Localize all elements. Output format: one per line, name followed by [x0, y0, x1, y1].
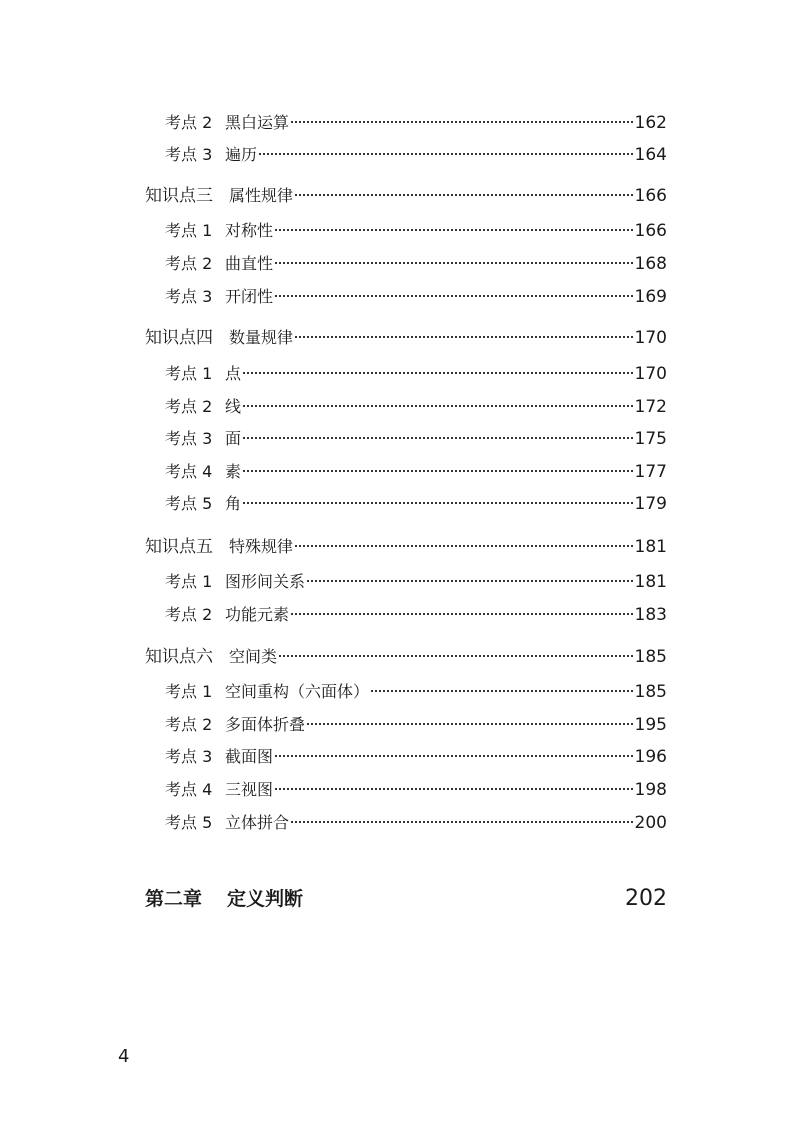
dot-leader [243, 502, 633, 504]
toc-entry-prefix: 考点 5 [165, 494, 213, 513]
toc-entry-title: 素 [225, 462, 242, 481]
toc-entry-prefix: 考点 1 [165, 572, 213, 591]
dot-leader [275, 262, 633, 264]
toc-entry-page: 183 [634, 605, 667, 625]
toc-entry-page: 169 [634, 287, 667, 307]
toc-entry-page: 172 [634, 397, 667, 417]
toc-entry-prefix: 考点 5 [165, 813, 213, 832]
toc-entry-page: 179 [634, 494, 667, 514]
toc-section-entry[interactable] [145, 325, 667, 351]
dot-leader [275, 788, 633, 790]
toc-entry[interactable] [145, 251, 667, 277]
toc-section-entry[interactable] [145, 534, 667, 560]
toc-entry-page: 181 [634, 537, 667, 557]
toc-entry-title: 遍历 [225, 145, 258, 164]
toc-entry-prefix: 知识点五 [145, 537, 213, 557]
toc-entry-page: 170 [634, 364, 667, 384]
toc-entry-page: 175 [634, 429, 667, 449]
dot-leader [295, 194, 633, 196]
toc-entry-title: 三视图 [225, 780, 274, 799]
toc-entry[interactable] [145, 491, 667, 517]
toc-entry-prefix: 考点 3 [165, 429, 213, 448]
toc-entry-title: 开闭性 [225, 287, 274, 306]
toc-entry-title: 属性规律 [229, 186, 294, 205]
toc-entry-prefix: 考点 2 [165, 715, 213, 734]
dot-leader [307, 723, 633, 725]
toc-entry-page: 164 [634, 145, 667, 165]
toc-entry-page: 181 [634, 572, 667, 592]
toc-entry-title: 功能元素 [225, 605, 290, 624]
dot-leader [275, 755, 633, 757]
toc-entry-page: 177 [634, 462, 667, 482]
chapter-prefix: 第二章 [145, 888, 203, 910]
toc-entry[interactable] [145, 569, 667, 595]
toc-entry[interactable] [145, 679, 667, 705]
toc-entry[interactable] [145, 284, 667, 310]
toc-entry-title: 空间类 [229, 647, 278, 666]
dot-leader [275, 229, 633, 231]
dot-leader [291, 613, 633, 615]
toc-entry-title: 点 [225, 364, 242, 383]
toc-entry-prefix: 考点 1 [165, 221, 213, 240]
toc-entry-title: 图形间关系 [225, 572, 306, 591]
toc-entry-page: 166 [634, 221, 667, 241]
dot-leader [295, 545, 633, 547]
toc-entry-page: 200 [634, 813, 667, 833]
toc-entry-page: 195 [634, 715, 667, 735]
toc-entry-title: 曲直性 [225, 254, 274, 273]
toc-entry-prefix: 考点 4 [165, 780, 213, 799]
toc-entry-prefix: 考点 1 [165, 364, 213, 383]
chapter-heading[interactable] [145, 884, 667, 918]
toc-entry-prefix: 考点 3 [165, 145, 213, 164]
dot-leader [291, 821, 633, 823]
toc-section-entry[interactable] [145, 644, 667, 670]
toc-entry-prefix: 知识点四 [145, 328, 213, 348]
toc-entry-prefix: 知识点三 [145, 186, 213, 206]
toc-entry[interactable] [145, 218, 667, 244]
toc-entry-page: 196 [634, 747, 667, 767]
dot-leader [259, 153, 633, 155]
toc-entry[interactable] [145, 110, 667, 136]
toc-entry-prefix: 考点 3 [165, 747, 213, 766]
toc-entry-prefix: 考点 4 [165, 462, 213, 481]
toc-entry-title: 对称性 [225, 221, 274, 240]
chapter-title: 定义判断 [227, 888, 304, 910]
dot-leader [371, 690, 633, 692]
toc-entry[interactable] [145, 602, 667, 628]
toc-entry-page: 198 [634, 780, 667, 800]
toc-entry-title: 截面图 [225, 747, 274, 766]
toc-entry[interactable] [145, 426, 667, 452]
toc-entry-page: 185 [634, 647, 667, 667]
toc-entry-title: 黑白运算 [225, 113, 290, 132]
dot-leader [279, 655, 633, 657]
dot-leader [243, 470, 633, 472]
toc-entry-title: 特殊规律 [229, 537, 294, 556]
toc-entry-prefix: 考点 2 [165, 254, 213, 273]
toc-entry-title: 空间重构（六面体） [225, 682, 370, 701]
toc-entry-title: 数量规律 [229, 328, 294, 347]
dot-leader [295, 336, 633, 338]
dot-leader [243, 437, 633, 439]
toc-entry[interactable] [145, 744, 667, 770]
toc-entry-title: 角 [225, 494, 242, 513]
page-number: 4 [118, 1046, 130, 1067]
toc-entry[interactable] [145, 361, 667, 387]
toc-entry-prefix: 考点 2 [165, 397, 213, 416]
toc-entry-title: 立体拼合 [225, 813, 290, 832]
toc-entry-page: 170 [634, 328, 667, 348]
toc-entry-page: 166 [634, 186, 667, 206]
toc-entry[interactable] [145, 712, 667, 738]
dot-leader [307, 580, 633, 582]
dot-leader [243, 405, 633, 407]
toc-entry[interactable] [145, 459, 667, 485]
toc-entry-page: 168 [634, 254, 667, 274]
chapter-page: 202 [625, 886, 667, 911]
toc-entry[interactable] [145, 777, 667, 803]
toc-entry-prefix: 考点 2 [165, 113, 213, 132]
toc-section-entry[interactable] [145, 183, 667, 209]
toc-entry-title: 面 [225, 429, 242, 448]
toc-entry-title: 多面体折叠 [225, 715, 306, 734]
toc-entry-prefix: 考点 1 [165, 682, 213, 701]
dot-leader [275, 295, 633, 297]
dot-leader [243, 372, 633, 374]
toc-entry-prefix: 考点 2 [165, 605, 213, 624]
toc-entry[interactable] [145, 394, 667, 420]
toc-entry-title: 线 [225, 397, 242, 416]
toc-entry[interactable] [145, 810, 667, 836]
toc-entry-page: 162 [634, 113, 667, 133]
toc-entry-prefix: 考点 3 [165, 287, 213, 306]
dot-leader [291, 121, 633, 123]
toc-entry[interactable] [145, 142, 667, 168]
toc-entry-page: 185 [634, 682, 667, 702]
toc-entry-prefix: 知识点六 [145, 647, 213, 667]
